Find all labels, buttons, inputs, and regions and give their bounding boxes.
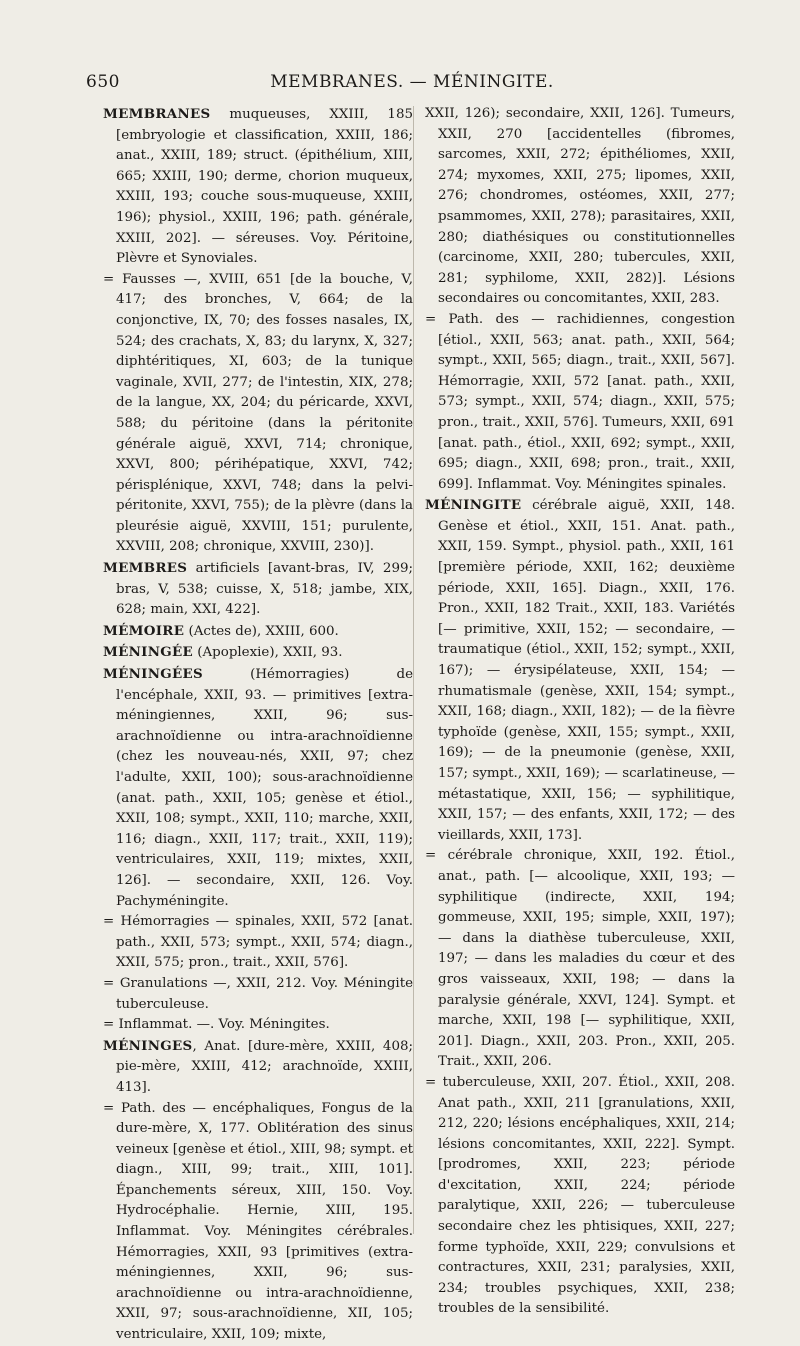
index-entry [425, 104, 735, 310]
entry-text: (Hémorragies) de l'encéphale, XXII, 93. — primitives [extra-méningiennes, XXII, 96; sus-arachnoïdienne ou intra-arachnoïdienne (chez les nouveau-nés, XXII, 97; chez l'adulte, XXII, 100); sous-arachnoïdienne (anat. path., XXII, 105; genèse et étiol., XXII, 108; sympt., XXII, 110; marche, XXII, 116; diagn., XXII, 117; trait., XXII, 119); ventriculaires, XXII, 119; mixtes, XXII, 126]. — secondaire, XXII, 126. Voy. Pachyméningite. [116, 667, 413, 909]
index-entry [103, 621, 413, 643]
entry-headword: MÉNINGÉE [103, 644, 194, 661]
index-entry [103, 270, 413, 558]
entry-text: (Apoplexie), XXII, 93. [193, 645, 343, 661]
index-entry [103, 974, 413, 1015]
entry-text: = cérébrale chronique, XXII, 192. Étiol., anat., path. [— alcoolique, XXII, 193; — syphilitique (indirecte, XXII, 194; gommeuse, XXII, 195; simple, XXII, 197); — dans la diathèse tuberculeuse, XXII, 197; — dans les maladies du cœur et des gros vaisseaux, XXII, 198; — dans la paralysie générale, XXVI, 124]. Sympt. et marche, XXII, 198 [— syphilitique, XXII, 201]. Diagn., XXII, 203. Pron., XXII, 205. Trait., XXII, 206. [425, 848, 735, 1070]
index-entry [425, 846, 735, 1073]
entry-text: cérébrale aiguë, XXII, 148. Genèse et étiol., XXII, 151. Anat. path., XXII, 159. Sympt., physiol. path., XXII, 161 [première période, XXII, 162; deuxième période, XXII, 165]. Diagn., XXII, 176. Pron., XXII, 182 Trait., XXII, 183. Variétés [— primitive, XXII, 152; — secondaire, — traumatique (étiol., XXII, 152; sympt., XXII, 167); — érysipélateuse, XXII, 154; — rhumatismale (genèse, XXII, 154; sympt., XXII, 168; diagn., XXII, 182); — de la fièvre typhoïde (genèse, XXII, 155; sympt., XXII, 169); — de la pneumonie (genèse, XXII, 157; sympt., XXII, 169); — scarlatineuse, — métastatique, XXII, 156; — syphilitique, XXII, 157; — des enfants, XXII, 172; — des vieillards, XXII, 173]. [438, 498, 735, 843]
index-entry [103, 1036, 413, 1099]
entry-text: = Path. des — encéphaliques, Fongus de la dure-mère, X, 177. Oblitération des sinus veineux [genèse et étiol., XIII, 98; sympt. et diagn., XIII, 99; trait., XIII, 101]. Épanchements séreux, XIII, 150. Voy. Hydrocéphalie. Hernie, XIII, 195. Inflammat. Voy. Méningites cérébrales. Hémorragies, XXII, 93 [primitives (extra-méningiennes, XXII, 96; sus-arachnoïdienne ou intra-arachnoïdienne, XXII, 97; sous-arachnoïdienne, XII, 105; ventriculaire, XXII, 109; mixte, [103, 1100, 413, 1343]
entry-text: = Granulations —, XXII, 212. Voy. Méningite tuberculeuse. [103, 975, 413, 1012]
index-entry [103, 642, 413, 664]
index-entry [103, 664, 413, 912]
entry-text: = Hémorragies — spinales, XXII, 572 [anat. path., XXII, 573; sympt., XXII, 574; diagn., XXII, 575; pron., trait., XXII, 576]. [103, 914, 413, 971]
entry-text: , Anat. [dure-mère, XXIII, 408; pie-mère, XXIII, 412; arachnoïde, XXIII, 413]. [116, 1038, 413, 1095]
right-column [425, 104, 735, 1320]
entry-headword: MÉNINGES [103, 1037, 193, 1054]
left-column [103, 104, 413, 1346]
index-entry [103, 104, 413, 270]
index-entry [103, 912, 413, 974]
index-entry [425, 310, 735, 495]
entry-text: = Inflammat. —. Voy. Méningites. [103, 1017, 330, 1033]
page-header [86, 72, 738, 98]
entry-text: = tuberculeuse, XXII, 207. Étiol., XXII, 208. Anat path., XXII, 211 [granulations, XXII, 212, 220; lésions encéphaliques, XXII, 214; lésions concomitantes, XXII, 222]. Sympt. [prodromes, XXII, 223; période d'excitation, XXII, 224; période paralytique, XXII, 226; — tuberculeuse secondaire chez les phtisiques, XXII, 227; forme typhoïde, XXII, 229; convulsions et contractures, XXII, 231; paralysies, XXII, 234; troubles psychiques, XXII, 238; troubles de la sensibilité. [425, 1074, 735, 1317]
entry-headword: MÉNINGITE [425, 497, 522, 514]
index-entry [103, 558, 413, 621]
entry-headword: MEMBRES [103, 560, 188, 577]
entry-text: muqueuses, XXIII, 185 [embryologie et classification, XXIII, 186; anat., XXIII, 189; struct. (épithélium, XIII, 665; XXIII, 190; derme, chorion muqueux, XXIII, 193; couche sous-muqueuse, XXIII, 196); physiol., XXIII, 196; path. générale, XXIII, 202]. — séreuses. Voy. Péritoine, Plèvre et Synoviales. [116, 107, 413, 267]
entry-text: artificiels [avant-bras, IV, 299; bras, V, 538; cuisse, X, 518; jambe, XIX, 628; main, XXI, 422]. [116, 561, 413, 618]
index-entry [425, 1073, 735, 1320]
page-number: 650 [86, 72, 120, 92]
entry-headword: MÉMOIRE [103, 622, 185, 639]
entry-headword: MÉNINGÉES [103, 666, 203, 683]
entry-text: = Path. des — rachidiennes, congestion [étiol., XXII, 563; anat. path., XXII, 564; sympt., XXII, 565; diagn., trait., XXII, 567]. Hémorragie, XXII, 572 [anat. path., XXII, 573; sympt., XXII, 574; diagn., XXII, 575; pron., trait., XXII, 576]. Tumeurs, XXII, 691 [anat. path., étiol., XXII, 692; sympt., XXII, 695; diagn., XXII, 698; pron., trait., XXII, 699]. Inflammat. Voy. Méningites spinales. [425, 311, 735, 492]
index-entry [425, 495, 735, 846]
entry-text: XXII, 126); secondaire, XXII, 126]. Tumeurs, XXII, 270 [accidentelles (fibromes, sarcomes, XXII, 272; épithéliomes, XXII, 274; myxomes, XXII, 275; lipomes, XXII, 276; chondromes, ostéomes, XXII, 277; psammomes, XXII, 278); parasitaires, XXII, 280; diathésiques ou constitutionnelles (carcinome, XXII, 280; tubercules, XXII, 281; syphilome, XXII, 282)]. Lésions secondaires ou concomitantes, XXII, 283. [425, 106, 735, 307]
index-entry [103, 1099, 413, 1346]
column-rule [413, 106, 414, 1234]
running-head: MEMBRANES. — MÉNINGITE. [270, 72, 554, 92]
entry-headword: MEMBRANES [103, 106, 211, 122]
entry-text: (Actes de), XXIII, 600. [184, 623, 339, 639]
index-entry [103, 1015, 413, 1036]
entry-text: = Fausses —, XVIII, 651 [de la bouche, V, 417; des bronches, V, 664; de la conjonctive, IX, 70; des fosses nasales, IX, 524; des crachats, X, 83; du larynx, X, 327; diphtéritiques, XI, 603; de la tunique vaginale, XVII, 277; de l'intestin, XIX, 278; de la langue, XX, 204; du péricarde, XXVI, 588; du péritoine (dans la péritonite générale aiguë, XXVI, 714; chronique, XXVI, 800; périhépatique, XXVI, 742; périsplénique, XXVI, 748; dans la pelvi-péritonite, XXVI, 755); de la plèvre (dans la pleurésie aiguë, XXVIII, 151; purulente, XXVIII, 208; chronique, XXVIII, 230)]. [103, 271, 413, 555]
